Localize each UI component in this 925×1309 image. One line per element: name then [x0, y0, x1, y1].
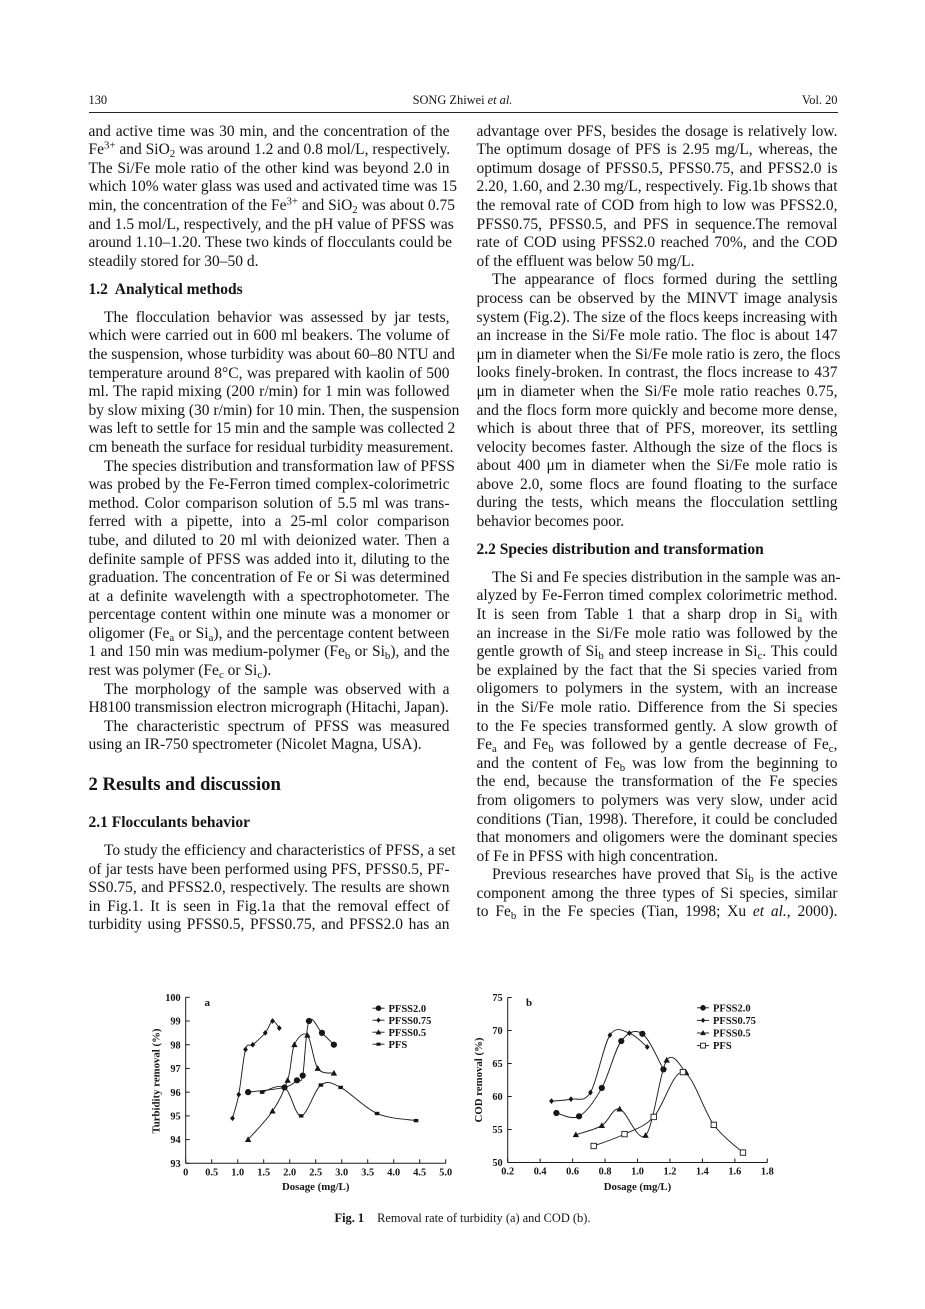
text-line: The optimum dosage of PFS is 2.95 mg/L, whereas, the — [476, 141, 838, 159]
x-tick-label: 0.6 — [566, 1166, 580, 1178]
text-line: of the effluent was below 50 mg/L. — [476, 252, 695, 270]
text-line: looks finely-broken. In contrast, the flocs increase to 437 — [476, 364, 838, 382]
figure-caption — [0, 1211, 925, 1225]
legend-marker — [376, 1043, 380, 1046]
text-line: ml. The rapid mixing (200 r/min) for 1 min was followed — [88, 383, 450, 401]
data-point — [576, 1113, 582, 1119]
legend-item — [697, 1029, 751, 1040]
text-line: during the tests, which means the flocculation settling — [476, 494, 838, 512]
text-line: oligomer ($Fe_a$ or $Si_a$), and the percentage content between — [88, 624, 450, 644]
subscript: a — [492, 743, 497, 756]
legend-marker — [376, 1005, 382, 1011]
y-tick-label: 65 — [492, 1059, 503, 1071]
text-line: was left to settle for 15 min and the sample was collected 2 — [88, 420, 456, 438]
legend-item — [697, 1041, 732, 1052]
y-tick-label: 95 — [170, 1111, 181, 1123]
panel-label: b — [526, 997, 533, 1009]
y-axis-title: Turbidity removal (%) — [150, 1028, 163, 1134]
text-line: behavior becomes poor. — [476, 513, 625, 531]
text-line: $Fe_a$ and $Fe_b$ was followed by a gentle decrease of $Fe_c$, — [476, 736, 838, 756]
subscript: b — [344, 650, 351, 663]
text-line: of Fe in PFSS with high concentration. — [476, 847, 719, 865]
text-line: using an IR-750 spectrometer (Nicolet Magna, USA). — [88, 736, 422, 754]
data-point — [622, 1131, 627, 1136]
figure-label: Fig. 1 — [334, 1210, 365, 1225]
subscript: b — [384, 650, 391, 663]
y-axis-title: COD removal (%) — [473, 1037, 485, 1123]
data-point — [304, 1032, 310, 1038]
data-point — [414, 1119, 419, 1122]
section-1-2-body — [88, 308, 460, 755]
text-line: tube, and diluted to 20 ml with deionized water. Then a — [88, 531, 450, 549]
text-line: μm in diameter when the Si/Fe mole ratio is zero, the flocs — [476, 345, 841, 363]
text-line: at a definite wavelength with a spectrophotometer. The — [88, 587, 450, 605]
text-line: $Fe^{3+}$ and SiO$_2$ was around 1.2 and 0.8 mol/L, respectively. — [88, 139, 451, 161]
legend-marker — [700, 1005, 706, 1011]
data-point — [618, 1038, 624, 1044]
data-point — [639, 1031, 645, 1037]
data-point — [306, 1018, 312, 1024]
subscript: b — [598, 650, 604, 663]
data-point — [291, 1041, 297, 1047]
x-tick-label: 1.8 — [760, 1166, 774, 1178]
legend-label: PFS — [388, 1039, 408, 1051]
text-line: SS0.75, and PFSS2.0, respectively. The results are shown — [88, 879, 450, 897]
series-pfss2-0 — [553, 1031, 666, 1120]
text-line: 2.20, 1.60, and 2.30 mg/L, respectively. Fig.1b shows that — [476, 178, 838, 196]
text-line: advantage over PFS, besides the dosage is relatively low. — [476, 122, 838, 140]
data-point — [294, 1077, 300, 1083]
text-line: The characteristic spectrum of PFSS was measured — [104, 717, 450, 735]
text-line: percentage content within one minute was a monomer or — [88, 606, 450, 624]
series-pfss0-5 — [573, 1057, 690, 1138]
text-line: which were carried out in 600 ml beakers. The volume of — [88, 327, 450, 345]
text-line: steadily stored for 30–50 d. — [88, 252, 259, 270]
data-point — [315, 1065, 321, 1071]
paragraph — [89, 718, 450, 755]
text-line: method. Color comparison solution of 5.5 ml was trans- — [88, 494, 450, 512]
x-axis-title: Dosage (mg/L) — [603, 1181, 672, 1193]
legend-item — [373, 1016, 432, 1027]
series-line — [248, 1034, 334, 1140]
text-line: H8100 transmission electron micrograph (Hitachi, Japan). — [88, 699, 449, 717]
data-point — [569, 1096, 574, 1102]
text-line: alyzed by Fe-Ferron timed complex colorimetric method. — [476, 587, 838, 605]
italic-text: et al. — [752, 903, 787, 921]
series-pfs — [591, 1069, 746, 1155]
text-line: conditions (Tian, 1998). Therefore, it could be concluded — [476, 810, 838, 828]
y-tick-label: 94 — [170, 1135, 181, 1147]
italic-text: et al. — [487, 92, 513, 107]
text-line: ferred with a pipette, into a 25-ml color comparison — [88, 513, 450, 531]
data-point — [282, 1086, 287, 1089]
x-tick-label: 0.2 — [501, 1166, 515, 1178]
text-line: The morphology of the sample was observed with a — [104, 680, 450, 698]
superscript: 3+ — [104, 139, 116, 152]
data-point — [236, 1092, 241, 1098]
section-heading-2-2: 2.2 Species distribution and transformation — [476, 540, 764, 558]
section-2-1-body — [88, 842, 456, 935]
data-point — [549, 1098, 554, 1104]
data-point — [260, 1090, 265, 1093]
text-line: μm in diameter when the Si/Fe mole ratio reaches 0.75, — [476, 382, 838, 400]
legend-label: PFSS0.5 — [388, 1027, 427, 1039]
y-tick-label: 60 — [492, 1092, 503, 1104]
figure-caption-text: Removal rate of turbidity (a) and COD (b). — [377, 1210, 591, 1225]
legend-label: PFSS0.75 — [713, 1016, 756, 1027]
paragraph — [88, 842, 456, 935]
text-line: cm beneath the surface for residual turbidity measurement. — [88, 438, 454, 456]
text-line: PFSS0.75, PFSS0.5, and PFS in sequence.The removal — [476, 215, 838, 233]
subscript: a — [169, 631, 175, 644]
x-tick-label: 1.4 — [695, 1166, 709, 1178]
text-line: min, the concentration of the $Fe^{3+}$ and SiO$_2$ was about 0.75 — [88, 195, 456, 216]
subscript: 2 — [169, 148, 176, 161]
text-line: an increase in the Si/Fe mole ratio was followed by the — [476, 624, 838, 642]
legend — [697, 1003, 756, 1052]
data-point — [711, 1122, 716, 1127]
panel-label: a — [204, 997, 210, 1009]
subscript: b — [510, 910, 517, 923]
text-line: The Si and Fe species distribution in the sample was an- — [492, 568, 841, 586]
superscript: 3+ — [286, 195, 299, 208]
text-line: It is seen from Table 1 that a sharp drop in $Si_a$ with — [476, 605, 838, 626]
x-tick-label: 1.0 — [631, 1166, 644, 1178]
volume-label: Vol. 20 — [801, 92, 838, 107]
x-tick-label: 0.5 — [205, 1167, 219, 1179]
subscript: b — [548, 743, 554, 756]
subscript: c — [828, 743, 834, 756]
subscript: c — [218, 669, 224, 682]
text-line: to the Fe species transformed gently. A slow growth of — [476, 717, 838, 735]
y-tick-label: 98 — [170, 1040, 181, 1052]
text-line: gentle growth of $Si_b$ and steep increase in $Si_c$. This could — [476, 643, 838, 663]
section-heading-1-2: 1.2 Analytical methods — [88, 280, 243, 298]
x-tick-label: 0 — [183, 1167, 189, 1179]
legend-marker — [701, 1018, 705, 1023]
paragraph — [89, 681, 450, 718]
series-pfs — [260, 1082, 419, 1122]
text-line: be explained by the fact that the Si species varied from — [476, 661, 838, 679]
data-point — [553, 1110, 559, 1116]
data-point — [300, 1072, 306, 1078]
text-line: the end, because the transformation of the Fe species — [476, 773, 838, 791]
x-tick-label: 4.0 — [387, 1167, 401, 1179]
text-line: The appearance of flocs formed during the settling — [492, 271, 838, 289]
subscript: a — [797, 613, 803, 626]
subscript: c — [257, 669, 263, 682]
x-tick-label: 0.8 — [598, 1166, 612, 1178]
text-line: and the flocs form more quickly and become more dense, — [476, 401, 838, 419]
data-point — [651, 1114, 656, 1119]
paragraph — [88, 308, 460, 458]
section-heading-2-1: 2.1 Flocculants behavior — [88, 813, 250, 831]
series-line — [594, 1072, 743, 1153]
data-point — [269, 1108, 275, 1114]
text-line: to $Fe_b$ in the Fe species (Tian, 1998; Xu et al., 2000). — [476, 903, 838, 923]
x-tick-label: 3.5 — [361, 1167, 375, 1179]
y-tick-label: 97 — [170, 1064, 181, 1076]
section-2-2-body — [476, 568, 841, 923]
legend-item — [697, 1003, 751, 1014]
data-point — [642, 1132, 648, 1138]
data-point — [375, 1112, 380, 1115]
series-line — [552, 1030, 648, 1102]
data-point — [245, 1089, 251, 1095]
text-line: about 400 μm in diameter when the Si/Fe mole ratio is — [476, 457, 838, 475]
y-tick-label: 96 — [170, 1087, 181, 1099]
data-point — [284, 1077, 290, 1083]
subscript: a — [208, 631, 214, 644]
subscript: c — [757, 650, 763, 663]
text-line: an increase in the Si/Fe mole ratio. The floc is about 147 — [476, 327, 838, 345]
text-line: of jar tests have been performed using PFS, PFSS0.5, PF- — [88, 860, 450, 878]
y-tick-label: 93 — [170, 1158, 181, 1170]
legend-label: PFSS0.5 — [713, 1028, 751, 1040]
text-line: and the content of $Fe_b$ was low from the beginning to — [476, 754, 838, 774]
paragraph — [88, 457, 455, 682]
legend-label: PFSS2.0 — [388, 1003, 427, 1015]
text-line: rest was polymer ($Fe_c$ or $Si_c$). — [88, 662, 272, 682]
left-column-intro — [88, 122, 457, 272]
right-column-continuation — [476, 122, 841, 532]
text-line: component among the three types of Si species, similar — [476, 884, 838, 902]
data-point — [627, 1030, 632, 1036]
x-tick-label: 3.0 — [335, 1167, 349, 1179]
text-line: the removal rate of COD from high to low was PFSS2.0, — [476, 196, 838, 214]
section-heading-2: 2 Results and discussion — [88, 774, 281, 796]
data-point — [243, 1047, 248, 1053]
text-line: The species distribution and transformation law of PFSS — [104, 457, 455, 475]
text-line: 1 and 150 min was medium-polymer ($Fe_b$ or $Si_b$), and the — [88, 643, 450, 663]
text-line: rate of COD using PFSS2.0 reached 70%, and the COD — [476, 234, 838, 252]
page-number: 130 — [88, 92, 108, 107]
text-line: The flocculation behavior was assessed by jar tests, — [104, 308, 450, 326]
legend-item — [373, 1004, 427, 1015]
legend-label: PFSS0.75 — [388, 1015, 432, 1027]
text-line: from oligomers to polymers was very slow, under acid — [476, 791, 838, 809]
x-tick-label: 1.0 — [231, 1167, 245, 1179]
subscript: 2 — [352, 204, 358, 216]
text-line: optimum dosage of PFSS0.5, PFSS0.75, and PFSS2.0 is — [476, 159, 838, 177]
text-line: temperature around 8°C, was prepared with kaolin of 500 — [88, 364, 450, 382]
plot-area — [165, 993, 452, 1178]
series-pfss0-5 — [245, 1032, 337, 1142]
text-line: in Fig.1. It is seen in Fig.1a that the removal effect of — [88, 897, 450, 915]
text-line: process can be observed by the MINVT image analysis — [476, 289, 838, 307]
paragraph — [476, 271, 841, 531]
text-line: by slow mixing (30 r/min) for 10 min. Then, the suspension — [88, 401, 460, 419]
text-line: which 10% water glass was used and activated time was 15 — [88, 178, 457, 196]
legend-item — [697, 1016, 756, 1027]
text-line: system (Fig.2). The size of the flocs keeps increasing with — [476, 308, 838, 326]
y-tick-label: 100 — [165, 992, 181, 1004]
text-line: around 1.10–1.20. These two kinds of flocculants could be — [88, 234, 452, 252]
text-line: Previous researches have proved that $Si_b$ is the active — [492, 866, 838, 886]
text-line: and active time was 30 min, and the concentration of the — [88, 122, 450, 140]
data-point — [591, 1143, 596, 1148]
y-tick-label: 55 — [492, 1125, 503, 1137]
text-line: above 2.0, some flocs are found floating to the surface — [476, 475, 838, 493]
legend-item — [373, 1040, 408, 1051]
text-line: To study the efficiency and characteristics of PFSS, a set — [104, 842, 456, 860]
legend-label: PFSS2.0 — [713, 1003, 751, 1015]
data-point — [319, 1083, 324, 1086]
data-point — [599, 1085, 605, 1091]
series-line — [233, 1021, 280, 1118]
x-tick-label: 5.0 — [439, 1167, 453, 1179]
x-tick-label: 0.4 — [533, 1166, 547, 1178]
paragraph — [88, 122, 457, 272]
x-tick-label: 1.6 — [728, 1166, 742, 1178]
running-title: SONG Zhiwei et al. — [412, 92, 513, 107]
x-tick-label: 2.0 — [283, 1167, 297, 1179]
x-tick-label: 2.5 — [309, 1167, 323, 1179]
x-axis-title: Dosage (mg/L) — [281, 1181, 350, 1193]
data-point — [319, 1030, 325, 1036]
paragraph — [477, 123, 838, 272]
series-line — [576, 1057, 686, 1136]
text-line: and 1.5 mol/L, respectively, and the pH value of PFSS was — [88, 215, 454, 233]
x-tick-label: 1.5 — [257, 1167, 271, 1179]
subscript: b — [748, 873, 754, 886]
legend — [373, 1004, 432, 1051]
paragraph — [477, 866, 838, 922]
text-line: which is about three that of PFS, moreover, its settling — [476, 420, 838, 438]
legend-label: PFS — [713, 1041, 732, 1053]
legend-marker — [376, 1018, 380, 1023]
text-line: the suspension, whose turbidity was about 60–80 NTU and — [88, 345, 455, 363]
text-line: that monomers and oligomers were the dominant species — [476, 829, 838, 847]
data-point — [331, 1042, 337, 1048]
y-tick-label: 70 — [492, 1026, 503, 1038]
data-point — [680, 1069, 685, 1074]
text-line: was probed by the Fe-Ferron timed complex-colorimetric — [88, 476, 450, 494]
chart-cod-removal — [465, 985, 785, 1200]
x-tick-label: 4.5 — [413, 1167, 427, 1179]
x-tick-label: 1.2 — [663, 1166, 677, 1178]
paragraph — [476, 568, 841, 867]
text-line: The Si/Fe mole ratio of the other kind was beyond 2.0 in — [88, 159, 450, 177]
data-point — [338, 1086, 343, 1089]
text-line: graduation. The concentration of Fe or Si was determined — [88, 569, 450, 587]
series-pfss0-75 — [230, 1018, 282, 1121]
legend-item — [373, 1028, 427, 1039]
text-line: definite sample of PFSS was added into it, diluting to the — [88, 550, 450, 568]
chart-turbidity-removal — [140, 985, 460, 1200]
data-point — [299, 1114, 304, 1117]
data-point — [740, 1150, 745, 1155]
header-rule — [89, 112, 838, 113]
text-line: turbidity using PFSS0.5, PFSS0.75, and PFSS2.0 has an — [88, 916, 450, 934]
data-point — [230, 1115, 235, 1121]
text-line: velocity becomes faster. Although the size of the flocs is — [476, 438, 838, 456]
legend-marker — [701, 1043, 706, 1048]
text-line: in the Si/Fe mole ratio. Difference from the Si species — [476, 698, 838, 716]
y-tick-label: 50 — [492, 1158, 503, 1170]
y-tick-label: 75 — [492, 993, 503, 1005]
subscript: b — [619, 761, 626, 774]
y-tick-label: 99 — [170, 1016, 181, 1028]
plot-area — [492, 993, 773, 1177]
text-line: oligomers to polymers in the system, with an increase — [476, 680, 838, 698]
